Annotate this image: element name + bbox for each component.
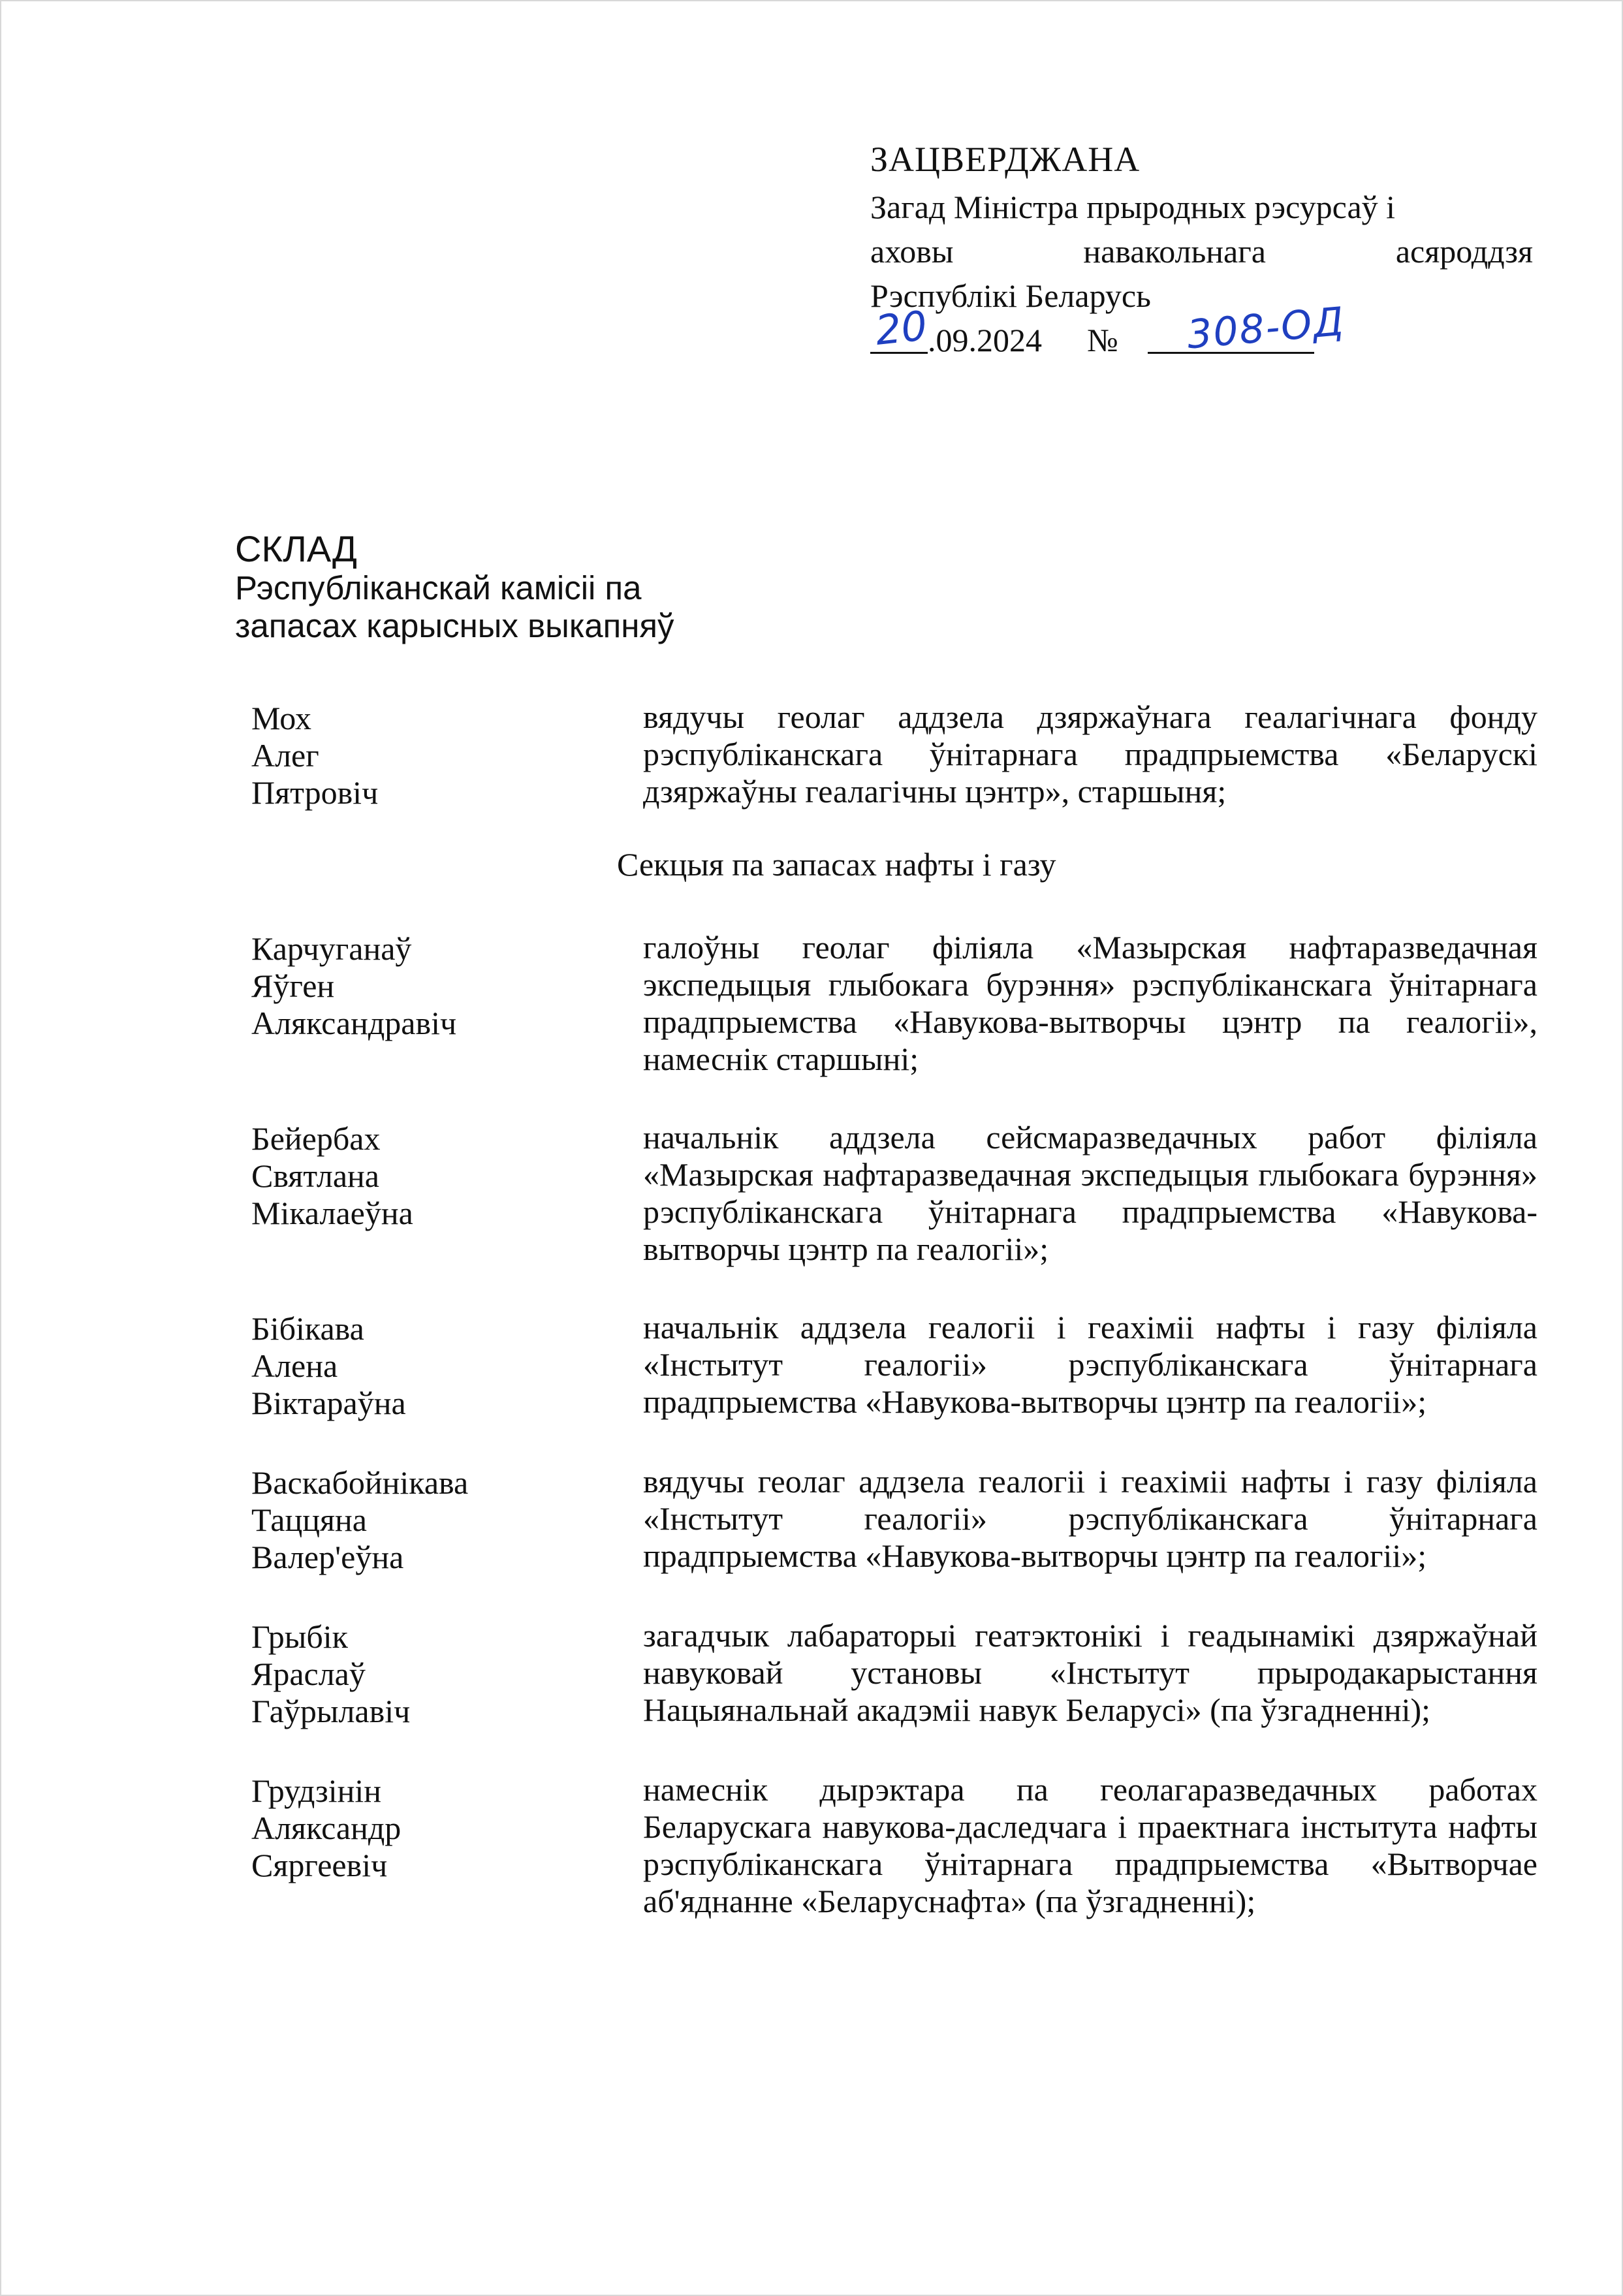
member-first-name: Яраслаў: [251, 1656, 366, 1692]
member-row: [251, 1771, 1537, 1920]
member-name: [251, 1617, 643, 1730]
composition-title: СКЛАД: [235, 528, 357, 569]
member-first-name: Таццяна: [251, 1502, 367, 1538]
member-name: [251, 1463, 643, 1576]
day-blank: [870, 302, 930, 354]
member-name: [251, 699, 643, 811]
member-name: [251, 1309, 643, 1422]
member-surname: Мох: [251, 700, 311, 736]
member-first-name: Алег: [251, 737, 319, 774]
member-first-name: Алена: [251, 1347, 338, 1384]
handwritten-day: 20: [873, 302, 930, 354]
member-row: [251, 1309, 1537, 1422]
member-patronymic: Гаўрылавіч: [251, 1693, 411, 1729]
member-first-name: Аляксандр: [251, 1810, 402, 1846]
member-surname: Бібікава: [251, 1310, 364, 1347]
member-patronymic: Валер'еўна: [251, 1539, 404, 1575]
member-row: [251, 929, 1537, 1078]
composition-line-1: Рэспубліканскай камісіі па: [235, 569, 642, 606]
member-patronymic: Віктараўна: [251, 1385, 406, 1421]
member-patronymic: Пятровіч: [251, 774, 379, 811]
member-role: начальнік аддзела геалогіі і геахіміі нафты і газу філіяла «Інстытут геалогіі» рэспубліканскага ўнітарнага прадпрыемства «Навукова-вытворчы цэнтр па геалогіі»;: [643, 1309, 1537, 1420]
member-role: загадчык лабараторыі геатэктонікі і геадынамікі дзяржаўнай навуковай установы «Інстытут прыродакарыстання Нацыянальнай акадэміі навук Беларусі» (па ўзгадненні);: [643, 1617, 1537, 1728]
member-patronymic: Сяргеевіч: [251, 1847, 388, 1883]
member-first-name: Яўген: [251, 967, 335, 1004]
section-heading: Секцыя па запасах нафты і газу: [617, 846, 1056, 883]
approval-line-2: аховы навакольнага асяроддзя: [870, 233, 1533, 270]
approval-line-3: Рэспублікі Беларусь: [870, 277, 1151, 314]
approval-block: [870, 134, 1533, 362]
number-label: №: [1087, 322, 1118, 358]
member-patronymic: Аляксандравіч: [251, 1005, 457, 1041]
member-row: [251, 1119, 1537, 1268]
approval-date-line: [870, 298, 1533, 362]
member-role: вядучы геолаг аддзела дзяржаўнага геалагічнага фонду рэспубліканскага ўнітарнага прадпрыемства «Беларускі дзяржаўны геалагічны цэнтр», старшыня;: [643, 699, 1537, 810]
handwritten-number: 308-ОД: [1185, 298, 1347, 358]
member-row: [251, 1617, 1537, 1730]
member-surname: Грудзінін: [251, 1772, 382, 1809]
member-surname: Грыбік: [251, 1618, 348, 1655]
member-role: вядучы геолаг аддзела геалогіі і геахіміі нафты і газу філіяла «Інстытут геалогіі» рэспубліканскага ўнітарнага прадпрыемства «Навукова-вытворчы цэнтр па геалогіі»;: [643, 1463, 1537, 1574]
member-surname: Карчуганаў: [251, 930, 412, 967]
member-role: галоўны геолаг філіяла «Мазырская нафтаразведачная экспедыцыя глыбокага бурэння» рэспубліканскага ўнітарнага прадпрыемства «Навукова-вытворчы цэнтр па геалогіі», намеснік старшыні;: [643, 929, 1537, 1077]
date-suffix: .09.2024: [928, 322, 1042, 358]
member-patronymic: Мікалаеўна: [251, 1195, 413, 1231]
member-name: [251, 1119, 643, 1268]
member-role: намеснік дырэктара па геолагаразведачных работах Беларускага навукова-даследчага і праектнага інстытута нафты рэспубліканскага ўнітарнага прадпрыемства «Вытворчае аб'яднанне «Беларуснафта» (па ўзгадненні);: [643, 1771, 1537, 1919]
approval-title: ЗАЦВЕРДЖАНА: [870, 140, 1141, 179]
number-blank: [1148, 298, 1347, 358]
member-role: начальнік аддзела сейсмаразведачных работ філіяла «Мазырская нафтаразведачная экспедыцыя глыбокага бурэння» рэспубліканскага ўнітарнага прадпрыемства «Навукова-вытворчы цэнтр па геалогіі»;: [643, 1119, 1537, 1267]
member-row: [251, 1463, 1537, 1576]
member-chair: [251, 699, 1537, 811]
member-surname: Васкабойнікава: [251, 1464, 469, 1501]
members-list: [251, 699, 1537, 1961]
approval-line-1: Загад Міністра прыродных рэсурсаў і: [870, 189, 1396, 225]
member-name: [251, 929, 643, 1078]
member-first-name: Святлана: [251, 1157, 379, 1194]
member-name: [251, 1771, 643, 1920]
composition-heading: [235, 529, 674, 645]
composition-line-2: запасах карысных выкапняў: [235, 607, 674, 644]
member-surname: Бейербах: [251, 1120, 381, 1157]
